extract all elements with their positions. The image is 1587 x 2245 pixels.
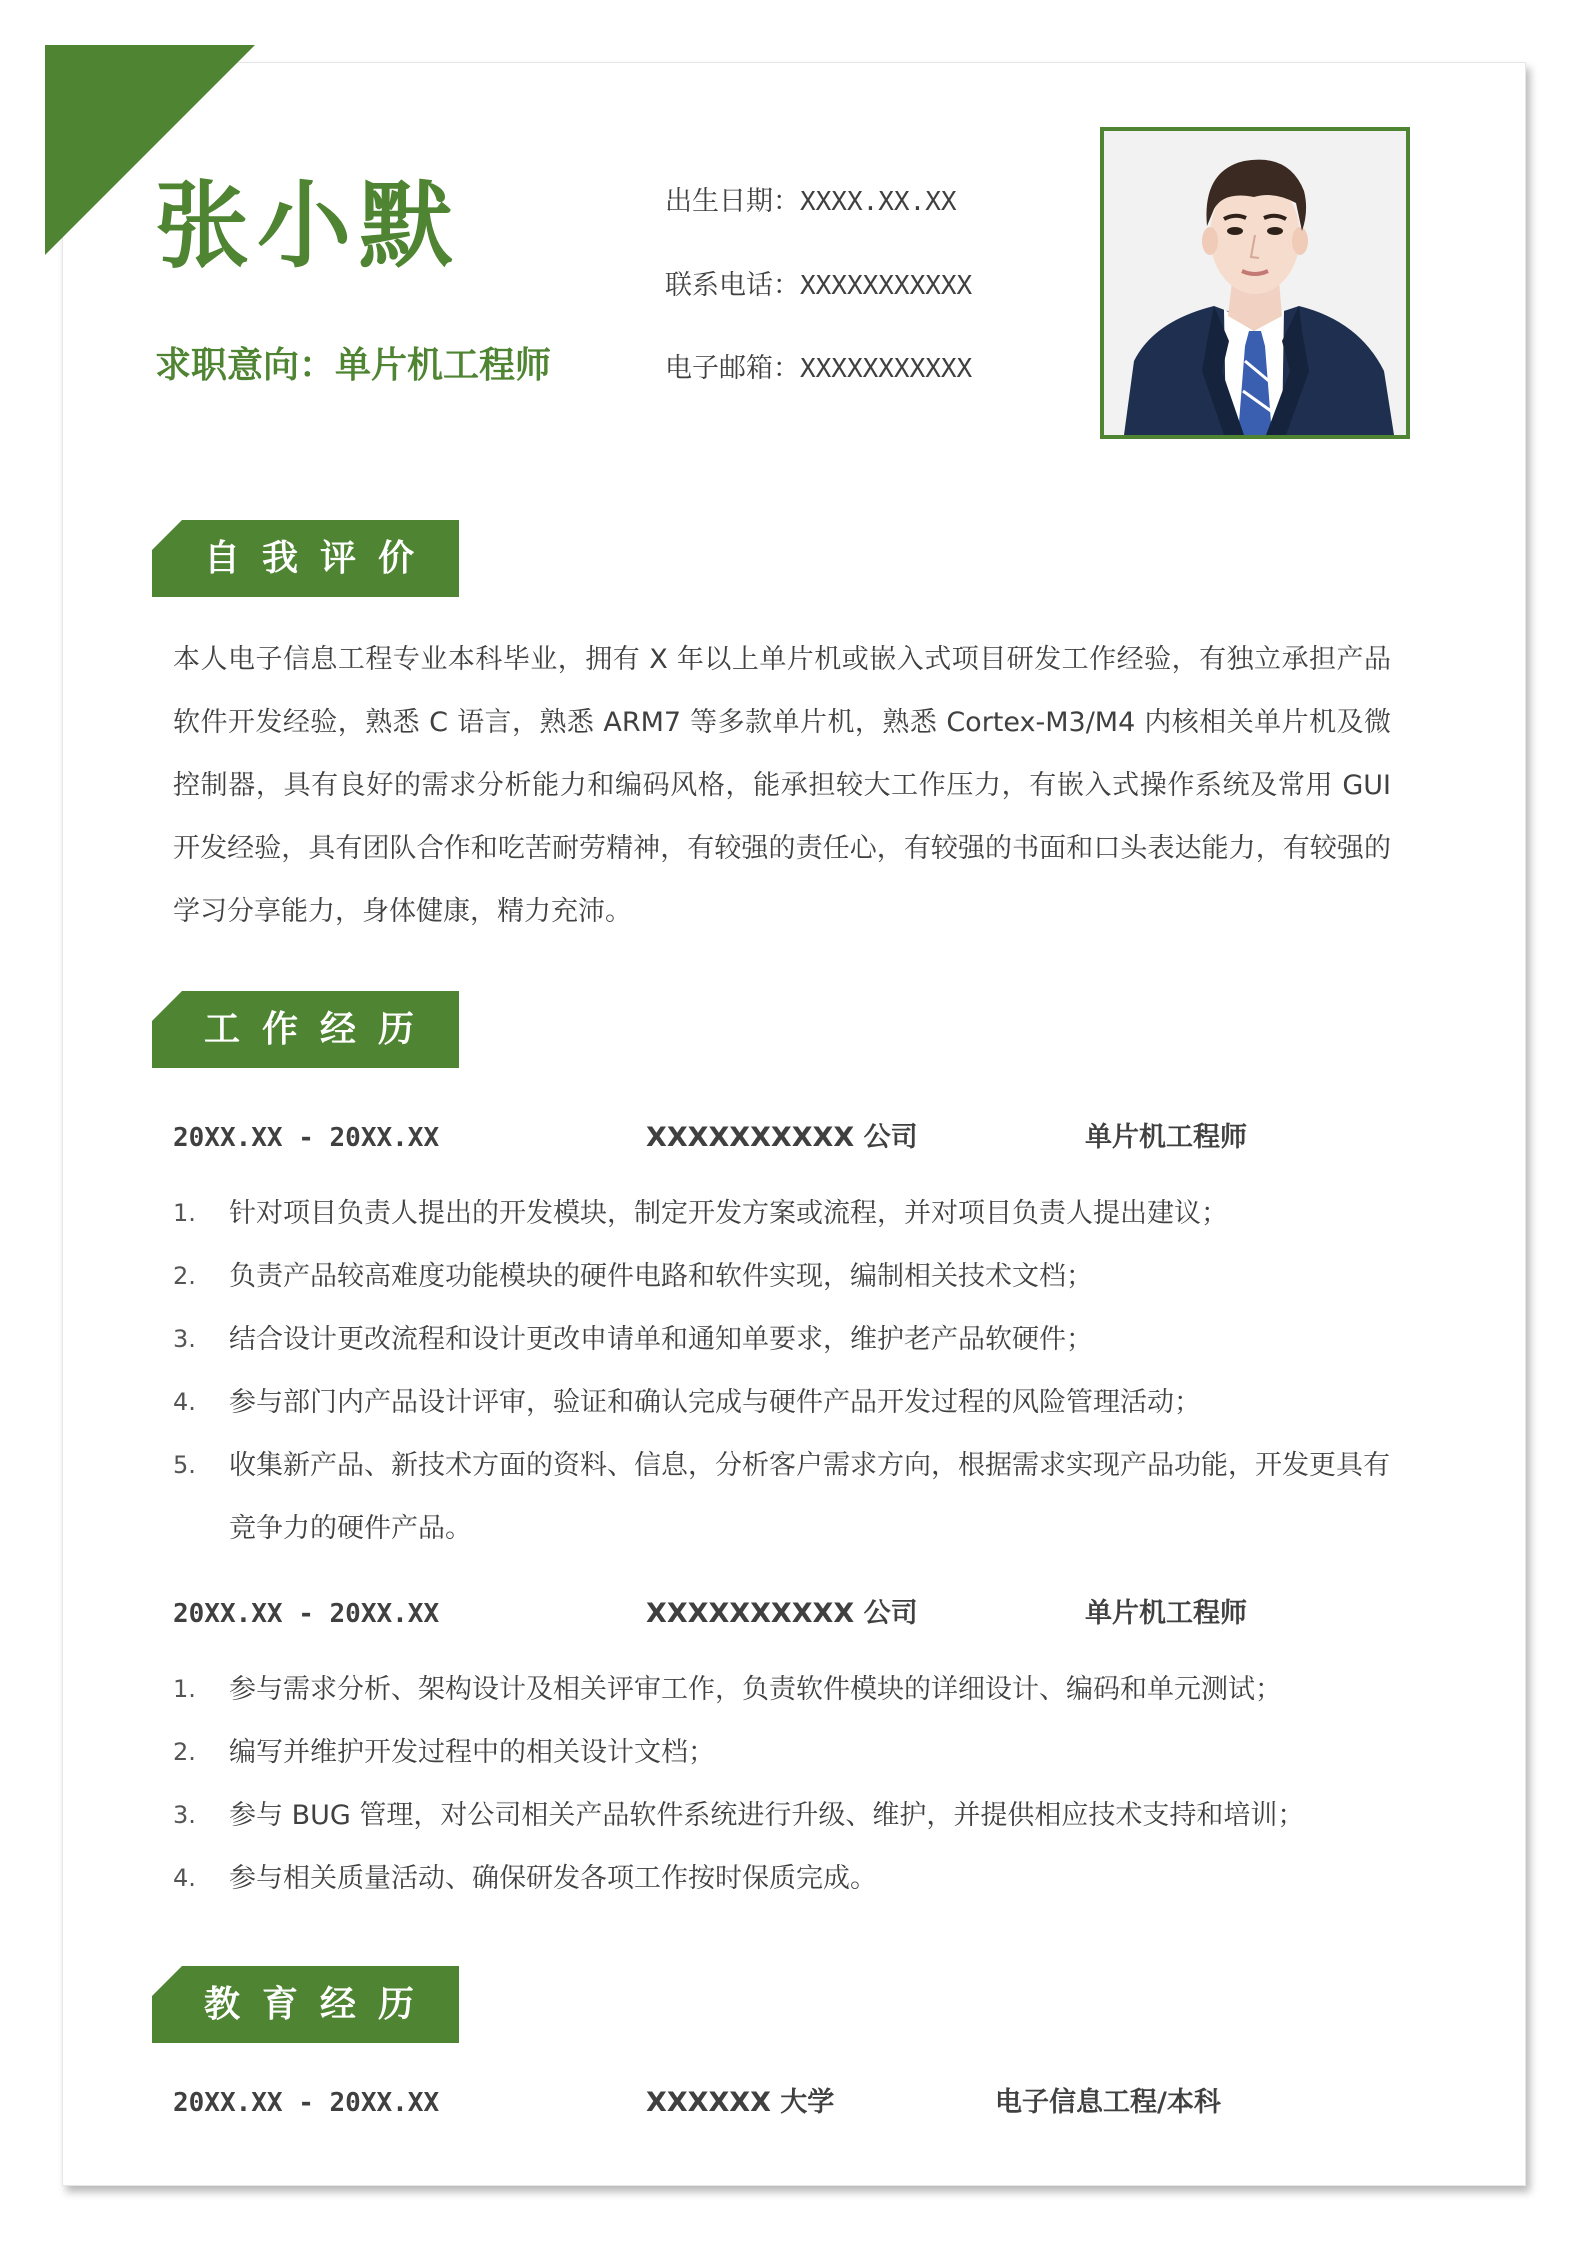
list-text: 结合设计更改流程和设计更改申请单和通知单要求，维护老产品软硬件； bbox=[229, 1324, 1093, 1355]
portrait-illustration bbox=[1104, 131, 1406, 435]
education-school: XXXXXX 大学 bbox=[646, 2087, 835, 2118]
section-title: 自我评价 bbox=[204, 538, 437, 579]
email bbox=[665, 355, 972, 382]
job-date: 20XX.XX - 20XX.XX bbox=[173, 1123, 440, 1153]
job-header bbox=[173, 1596, 1393, 1632]
list-item bbox=[173, 1721, 1391, 1784]
list-number: 4. bbox=[173, 1388, 196, 1416]
header-corner-mark bbox=[152, 520, 182, 550]
list-item bbox=[173, 1308, 1391, 1371]
list-number: 5. bbox=[173, 1451, 196, 1479]
candidate-name: 张小默 bbox=[155, 172, 462, 281]
list-number: 1. bbox=[173, 1199, 196, 1227]
list-text: 参与部门内产品设计评审，验证和确认完成与硬件产品开发过程的风险管理活动； bbox=[229, 1387, 1201, 1418]
job-duties-list bbox=[173, 1182, 1391, 1560]
list-text: 针对项目负责人提出的开发模块，制定开发方案或流程，并对项目负责人提出建议； bbox=[229, 1198, 1228, 1229]
list-item bbox=[173, 1784, 1391, 1847]
list-text: 参与 BUG 管理，对公司相关产品软件系统进行升级、维护，并提供相应技术支持和培训； bbox=[229, 1800, 1305, 1831]
profile-photo bbox=[1100, 127, 1410, 439]
list-item bbox=[173, 1658, 1391, 1721]
email-value: XXXXXXXXXXX bbox=[800, 354, 973, 384]
list-text: 编写并维护开发过程中的相关设计文档； bbox=[229, 1737, 715, 1768]
phone-label: 联系电话： bbox=[665, 270, 800, 301]
list-number: 3. bbox=[173, 1325, 196, 1353]
list-item bbox=[173, 1434, 1391, 1560]
list-number: 1. bbox=[173, 1675, 196, 1703]
phone bbox=[665, 272, 972, 299]
list-text: 收集新产品、新技术方面的资料、信息，分析客户需求方向，根据需求实现产品功能，开发更具有竞争力的硬件产品。 bbox=[229, 1450, 1390, 1544]
list-number: 3. bbox=[173, 1801, 196, 1829]
list-number: 2. bbox=[173, 1738, 196, 1766]
education-entry bbox=[173, 2085, 1393, 2121]
job-position: 单片机工程师 bbox=[1085, 1598, 1247, 1629]
email-label: 电子邮箱： bbox=[665, 353, 800, 384]
header-corner-mark bbox=[152, 1966, 182, 1996]
section-header-work bbox=[152, 991, 459, 1068]
birth-date bbox=[665, 188, 957, 215]
education-date: 20XX.XX - 20XX.XX bbox=[173, 2088, 440, 2118]
section-header-self-eval bbox=[152, 520, 459, 597]
education-major: 电子信息工程/本科 bbox=[995, 2087, 1221, 2118]
list-item bbox=[173, 1371, 1391, 1434]
job-header bbox=[173, 1120, 1393, 1156]
list-item bbox=[173, 1182, 1391, 1245]
job-objective: 求职意向：单片机工程师 bbox=[155, 345, 552, 386]
job-company: XXXXXXXXXX 公司 bbox=[646, 1122, 918, 1153]
section-title: 工作经历 bbox=[204, 1009, 437, 1050]
job-date: 20XX.XX - 20XX.XX bbox=[173, 1599, 440, 1629]
header-corner-mark bbox=[152, 991, 182, 1021]
list-item bbox=[173, 1245, 1391, 1308]
phone-value: XXXXXXXXXXX bbox=[800, 271, 973, 301]
list-item bbox=[173, 1847, 1391, 1910]
birth-label: 出生日期： bbox=[665, 186, 800, 217]
list-number: 4. bbox=[173, 1864, 196, 1892]
job-position: 单片机工程师 bbox=[1085, 1122, 1247, 1153]
list-text: 负责产品较高难度功能模块的硬件电路和软件实现，编制相关技术文档； bbox=[229, 1261, 1093, 1292]
section-header-education bbox=[152, 1966, 459, 2043]
job-company: XXXXXXXXXX 公司 bbox=[646, 1598, 918, 1629]
list-number: 2. bbox=[173, 1262, 196, 1290]
list-text: 参与需求分析、架构设计及相关评审工作，负责软件模块的详细设计、编码和单元测试； bbox=[229, 1674, 1282, 1705]
self-eval-text: 本人电子信息工程专业本科毕业，拥有 X 年以上单片机或嵌入式项目研发工作经验，有独立承担产品软件开发经验，熟悉 C 语言，熟悉 ARM7 等多款单片机，熟悉 Cortex-M3/M4 内核相关单片机及微控制器，具有良好的需求分析能力和编码风格，能承担较大工作压力，有嵌入式操作系统及常用 GUI 开发经验，具有团队合作和吃苦耐劳精神，有较强的责任心，有较强的书面和口头表达能力，有较强的学习分享能力，身体健康，精力充沛。 bbox=[173, 644, 1391, 927]
birth-value: XXXX.XX.XX bbox=[800, 187, 957, 217]
list-text: 参与相关质量活动、确保研发各项工作按时保质完成。 bbox=[229, 1863, 877, 1894]
section-title: 教育经历 bbox=[204, 1984, 437, 2025]
job-duties-list bbox=[173, 1658, 1391, 1910]
